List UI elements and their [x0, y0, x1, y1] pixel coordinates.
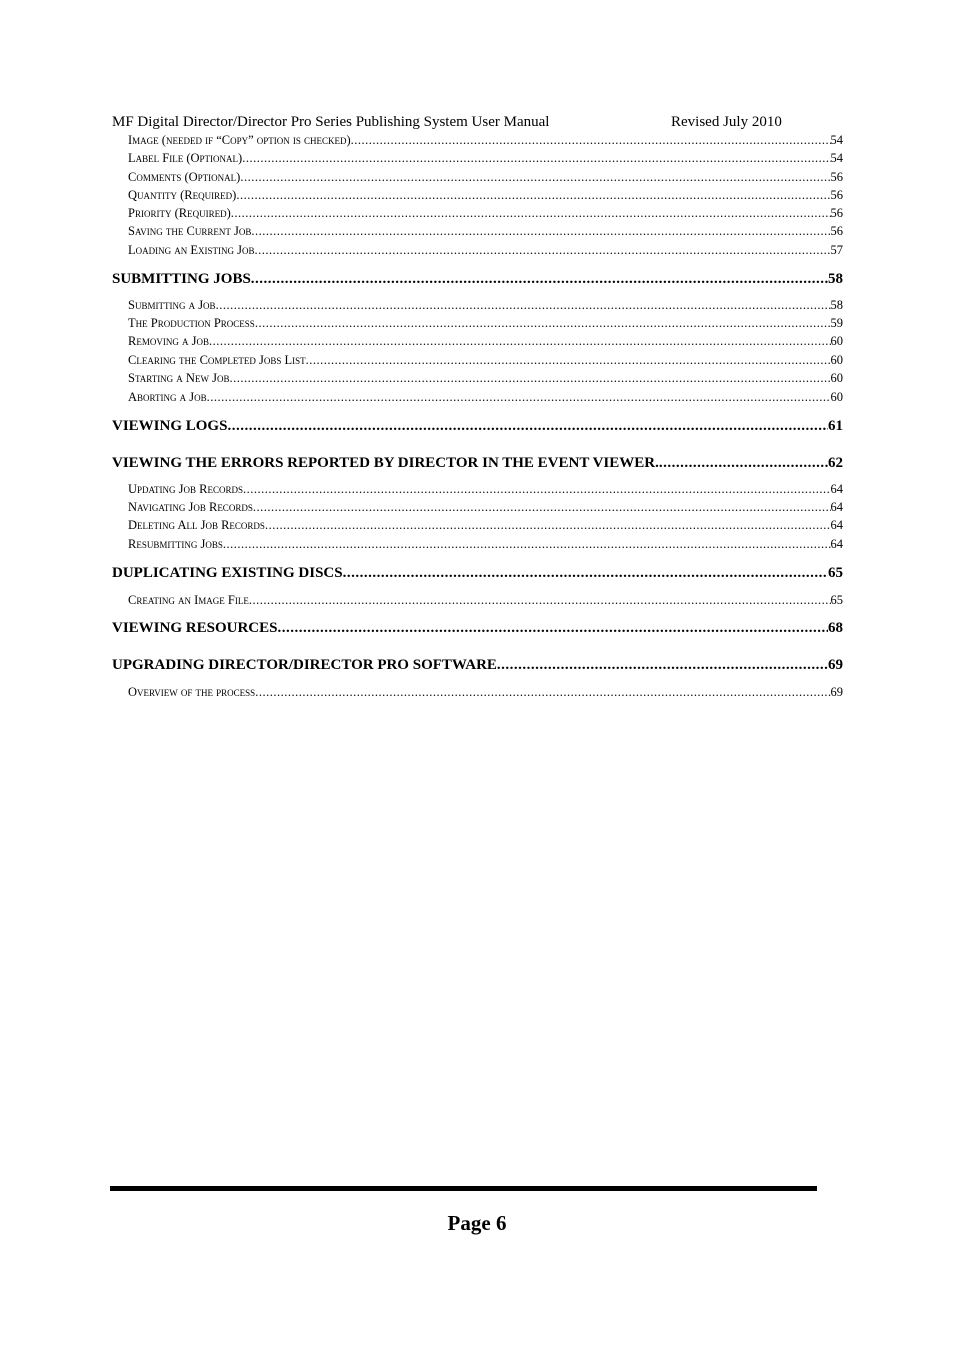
dot-leader	[659, 455, 828, 472]
dot-leader	[243, 482, 831, 497]
dot-leader	[223, 537, 831, 552]
toc-subsection-entry[interactable]	[112, 206, 843, 223]
dot-leader	[249, 593, 831, 608]
toc-section-entry[interactable]	[112, 565, 843, 584]
toc-entry-label: Resubmitting Jobs	[128, 537, 223, 551]
dot-leader	[251, 224, 830, 239]
toc-entry-page: 58	[828, 271, 843, 287]
toc-entry-page: 64	[830, 500, 843, 514]
toc-entry-page: 69	[828, 657, 843, 673]
dot-leader	[253, 500, 831, 515]
toc-entry-page: 56	[830, 188, 843, 202]
toc-section-entry[interactable]	[112, 455, 843, 474]
toc-entry-page: 64	[830, 537, 843, 551]
toc-section-entry[interactable]	[112, 418, 843, 437]
dot-leader	[229, 371, 830, 386]
toc-subsection-entry[interactable]	[112, 371, 843, 388]
toc-subsection-entry[interactable]	[112, 188, 843, 205]
toc-entry-page: 65	[828, 565, 843, 581]
toc-entry-label: Creating an Image File	[128, 593, 249, 607]
dot-leader	[255, 243, 831, 258]
dot-leader	[251, 271, 828, 288]
toc-entry-page: 56	[830, 224, 843, 238]
toc-subsection-entry[interactable]	[112, 224, 843, 241]
dot-leader	[277, 620, 828, 637]
running-header	[112, 114, 832, 132]
toc-entry-page: 60	[830, 371, 843, 385]
toc-subsection-entry[interactable]	[112, 537, 843, 554]
revision-date: Revised July 2010	[671, 114, 782, 130]
dot-leader	[351, 133, 831, 148]
toc-subsection-entry[interactable]	[112, 334, 843, 351]
toc-entry-page: 64	[830, 518, 843, 532]
dot-leader	[207, 390, 831, 405]
toc-entry-label: Updating Job Records	[128, 482, 243, 496]
toc-entry-label: Quantity (Required)	[128, 188, 237, 202]
toc-entry-label: Comments (Optional)	[128, 170, 241, 184]
toc-entry-page: 61	[828, 418, 843, 434]
toc-subsection-entry[interactable]	[112, 500, 843, 517]
toc-entry-label: Label File (Optional)	[128, 151, 243, 165]
dot-leader	[231, 206, 831, 221]
toc-entry-label: Starting a New Job	[128, 371, 230, 385]
toc-subsection-entry[interactable]	[112, 518, 843, 535]
toc-entry-label: VIEWING THE ERRORS REPORTED BY DIRECTOR IN THE EVENT VIEWER.	[112, 455, 659, 471]
toc-subsection-entry[interactable]	[112, 685, 843, 702]
toc-subsection-entry[interactable]	[112, 170, 843, 187]
toc-entry-label: Saving the Current Job	[128, 224, 252, 238]
toc-subsection-entry[interactable]	[112, 151, 843, 168]
toc-section-entry[interactable]	[112, 620, 843, 639]
toc-subsection-entry[interactable]	[112, 482, 843, 499]
toc-entry-label: Submitting a Job	[128, 298, 216, 312]
page-number: Page 6	[447, 1211, 507, 1235]
toc-entry-page: 60	[830, 390, 843, 404]
toc-subsection-entry[interactable]	[112, 133, 843, 150]
toc-entry-page: 69	[830, 685, 843, 699]
toc-entry-page: 54	[830, 133, 843, 147]
toc-subsection-entry[interactable]	[112, 316, 843, 333]
toc-entry-page: 54	[830, 151, 843, 165]
toc-entry-page: 65	[830, 593, 843, 607]
dot-leader	[227, 418, 828, 435]
toc-entry-label: Priority (Required)	[128, 206, 231, 220]
toc-subsection-entry[interactable]	[112, 298, 843, 315]
dot-leader	[240, 170, 830, 185]
dot-leader	[265, 518, 831, 533]
toc-entry-page: 57	[830, 243, 843, 257]
toc-entry-label: DUPLICATING EXISTING DISCS	[112, 565, 343, 581]
toc-entry-page: 68	[828, 620, 843, 636]
toc-entry-page: 64	[830, 482, 843, 496]
toc-entry-label: Navigating Job Records	[128, 500, 253, 514]
toc-entry-page: 56	[830, 170, 843, 184]
toc-entry-page: 60	[830, 353, 843, 367]
toc-subsection-entry[interactable]	[112, 390, 843, 407]
dot-leader	[255, 316, 831, 331]
toc-entry-label: The Production Process	[128, 316, 255, 330]
toc-entry-page: 59	[830, 316, 843, 330]
dot-leader	[216, 298, 831, 313]
dot-leader	[255, 685, 830, 700]
toc-entry-page: 60	[830, 334, 843, 348]
toc-entry-label: UPGRADING DIRECTOR/DIRECTOR PRO SOFTWARE	[112, 657, 497, 673]
dot-leader	[497, 657, 828, 674]
dot-leader	[242, 151, 830, 166]
toc-subsection-entry[interactable]	[112, 353, 843, 370]
toc-entry-label: Image (needed if “Copy” option is checked)	[128, 133, 351, 147]
toc-entry-label: VIEWING RESOURCES	[112, 620, 278, 636]
toc-entry-label: SUBMITTING JOBS	[112, 271, 251, 287]
toc-entry-label: VIEWING LOGS	[112, 418, 228, 434]
toc-section-entry[interactable]	[112, 657, 843, 676]
toc-entry-page: 62	[828, 455, 843, 471]
toc-entry-page: 58	[830, 298, 843, 312]
toc-entry-label: Deleting All Job Records	[128, 518, 265, 532]
toc-entry-label: Clearing the Completed Jobs List	[128, 353, 306, 367]
toc-section-entry[interactable]	[112, 271, 843, 290]
toc-subsection-entry[interactable]	[112, 243, 843, 260]
dot-leader	[209, 334, 831, 349]
toc-entry-label: Overview of the process	[128, 685, 256, 699]
dot-leader	[236, 188, 830, 203]
footer-rule	[110, 1186, 817, 1191]
toc-entry-label: Loading an Existing Job	[128, 243, 255, 257]
toc-entry-label: Aborting a Job	[128, 390, 207, 404]
toc-subsection-entry[interactable]	[112, 593, 843, 610]
dot-leader	[306, 353, 831, 368]
dot-leader	[343, 565, 828, 582]
manual-title: MF Digital Director/Director Pro Series Publishing System User Manual	[112, 114, 550, 130]
toc-entry-page: 56	[830, 206, 843, 220]
toc-entry-label: Removing a Job	[128, 334, 209, 348]
